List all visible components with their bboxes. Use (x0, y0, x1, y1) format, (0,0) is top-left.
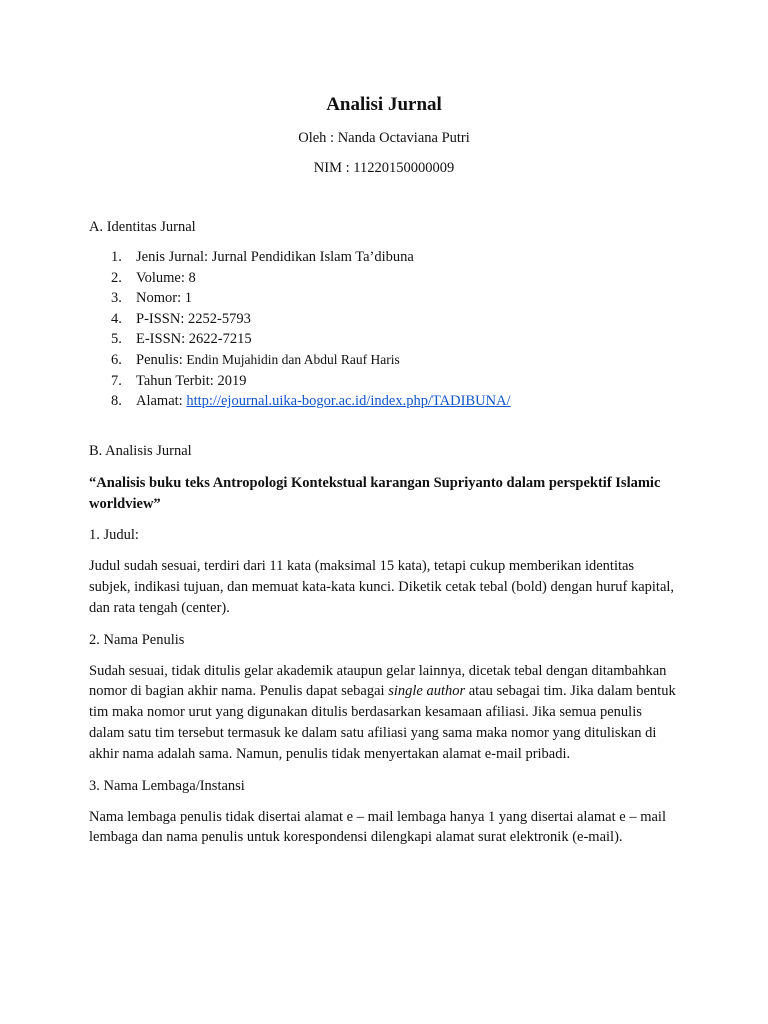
list-item (89, 350, 679, 371)
identity-list (89, 247, 679, 412)
item-value: 1 (184, 290, 192, 307)
judul-heading: 1. Judul: (89, 527, 139, 544)
item-value: Jurnal Pendidikan Islam Ta’dibuna (211, 249, 414, 265)
item-label: Penulis: (136, 351, 187, 368)
nama-penulis-text-2: atau sebagai tim. Jika dalam bentuk tim maka nomor urut yang digunakan ditulis berdasarkan kesamaan afiliasi. Jika semua penulis dalam satu tim tersebut termasuk ke dalam satu afiliasi yang sama maka nomor yang dituliskan di akhir nama adalah sama. Namun, penulis tidak menyertakan alamat e-mail pribadi. (89, 683, 676, 762)
nama-lembaga-body: Nama lembaga penulis tidak disertai alamat e – mail lembaga hanya 1 yang disertai alamat e – mail lembaga dan nama penulis untuk korespondensi dilengkapi alamat surat elektronik (e-mail). (89, 808, 666, 846)
nim-line: NIM : 11220150000009 (313, 160, 455, 176)
item-label: E-ISSN: (136, 331, 189, 348)
list-item (89, 247, 679, 268)
list-number: 6. (111, 351, 122, 368)
section-a-heading: A. Identitas Jurnal (89, 219, 196, 235)
list-number: 2. (111, 269, 122, 286)
section-identitas-jurnal (89, 217, 679, 412)
journal-url-link[interactable]: http://ejournal.uika-bogor.ac.id/index.php/TADIBUNA/ (186, 393, 511, 410)
judul-body: Judul sudah sesuai, terdiri dari 11 kata (maksimal 15 kata), tetapi cukup memberikan identitas subjek, indikasi tujuan, dan memuat kata-kata kunci. Diketik cetak tebal (bold) dengan huruf kapital, dan rata tengah (center). (89, 558, 675, 616)
item-label: P-ISSN: (136, 310, 188, 327)
nama-penulis-body (89, 661, 679, 765)
item-label: Alamat: (136, 393, 187, 410)
item-value: 2019 (217, 372, 247, 389)
nama-lembaga-heading: 3. Nama Lembaga/Instansi (89, 777, 245, 794)
nama-penulis-heading: 2. Nama Penulis (89, 631, 185, 648)
list-number: 4. (111, 310, 122, 327)
list-item (89, 309, 679, 330)
list-number: 3. (111, 290, 122, 307)
item-value: 2252-5793 (187, 310, 251, 327)
item-value: 2622-7215 (188, 331, 252, 348)
list-item (89, 329, 679, 350)
item-value: 8 (188, 269, 196, 286)
section-b-heading: B. Analisis Jurnal (89, 443, 192, 459)
list-number: 7. (111, 372, 122, 389)
section-analisis-jurnal (89, 441, 679, 848)
article-title: “Analisis buku teks Antropologi Kontekstual karangan Supriyanto dalam perspektif Islamic worldview” (89, 475, 661, 512)
list-item (89, 391, 679, 412)
list-number: 5. (111, 331, 122, 348)
list-item (89, 288, 679, 309)
list-number: 8. (111, 393, 122, 410)
nama-penulis-text-1: Sudah sesuai, tidak ditulis gelar akademik ataupun gelar lainnya, dicetak tebal dengan ditambahkan nomor di bagian akhir nama. Penulis dapat sebagai (89, 662, 667, 700)
list-item (89, 268, 679, 289)
list-number: 1. (111, 249, 122, 265)
list-item (89, 371, 679, 392)
item-label: Nomor: (136, 290, 185, 307)
author-line: Oleh : Nanda Octaviana Putri (298, 130, 470, 146)
item-label: Tahun Terbit: (136, 372, 218, 389)
nama-penulis-italic: single author (388, 683, 466, 700)
item-label: Jenis Jurnal: (136, 249, 212, 265)
item-value: Endin Mujahidin dan Abdul Rauf Haris (186, 351, 400, 367)
document-title: Analisi Jurnal (326, 94, 442, 115)
item-label: Volume: (136, 269, 189, 286)
